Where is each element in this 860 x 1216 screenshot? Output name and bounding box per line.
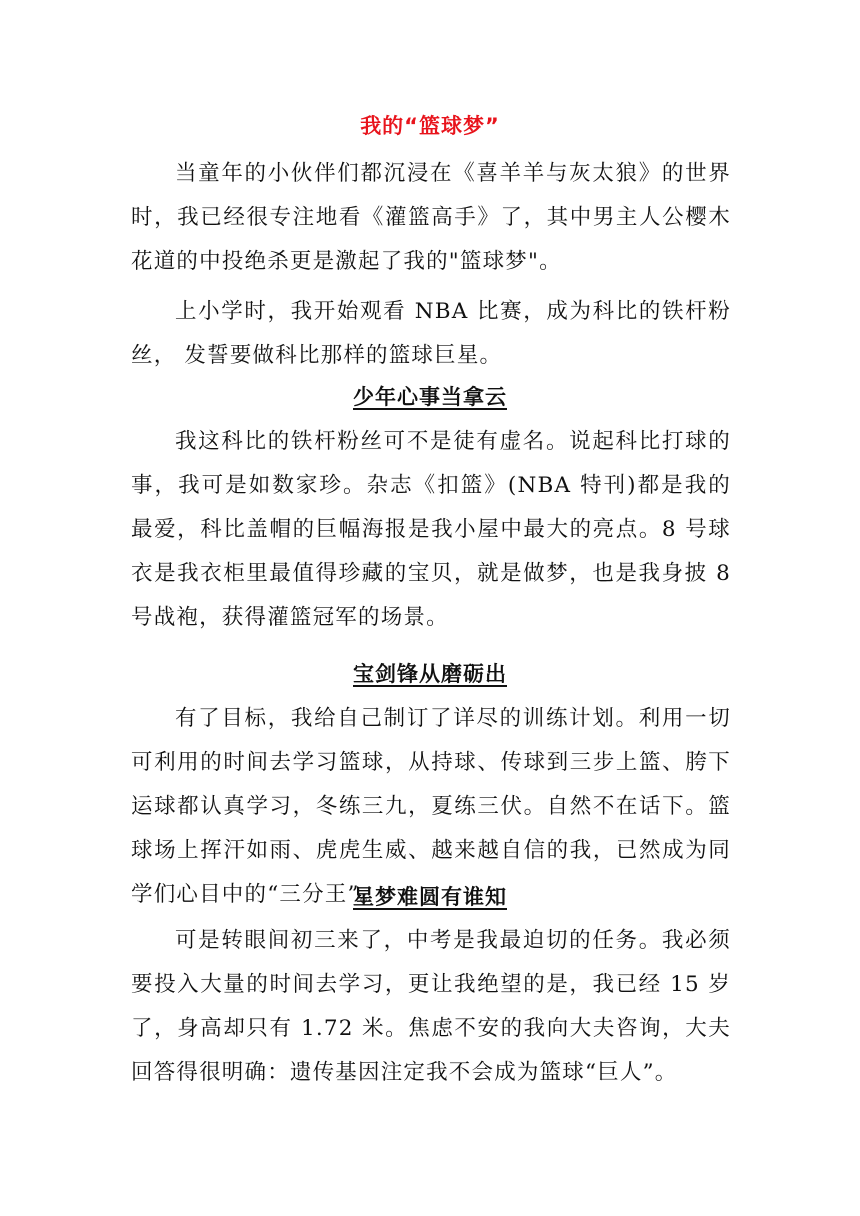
section-heading-2-text: 宝剑锋从磨砺出 <box>353 662 507 686</box>
paragraph-1: 当童年的小伙伴们都沉浸在《喜羊羊与灰太狼》的世界时，我已经很专注地看《灌篮高手》了，其中男主人公樱木花道的中投绝杀更是激起了我的"篮球梦"。 <box>131 161 731 274</box>
paragraph-4: 有了目标，我给自己制订了详尽的训练计划。利用一切可利用的时间去学习篮球，从持球、传球到三步上篮、胯下运球都认真学习，冬练三九，夏练三伏。自然不在话下。篮球场上挥汗如雨、虎虎生威、越来越自信的我，已然成为同学们心目中的“三分王”。 <box>131 706 731 907</box>
section-heading-1-text: 少年心事当拿云 <box>353 385 507 409</box>
paragraph-2: 上小学时，我开始观看 NBA 比赛，成为科比的铁杆粉丝， 发誓要做科比那样的篮球巨星。 <box>131 299 731 368</box>
section-heading-2 <box>0 658 860 688</box>
section-heading-3 <box>0 881 860 911</box>
section-heading-3-text: 星梦难圆有谁知 <box>353 885 507 909</box>
section-heading-1 <box>0 381 860 411</box>
paragraph-3: 我这科比的铁杆粉丝可不是徒有虚名。说起科比打球的事，我可是如数家珍。杂志《扣篮》(NBA 特刊)都是我的最爱，科比盖帽的巨幅海报是我小屋中最大的亮点。8 号球衣是我衣柜里最值得珍藏的宝贝，就是做梦，也是我身披 8 号战袍，获得灌篮冠军的场景。 <box>131 429 731 630</box>
paragraph-5: 可是转眼间初三来了，中考是我最迫切的任务。我必须要投入大量的时间去学习，更让我绝望的是，我已经 15 岁了，身高却只有 1.72 米。焦虑不安的我向大夫咨询，大夫回答得很明确：遗传基因注定我不会成为篮球“巨人”。 <box>131 928 731 1085</box>
document-title: 我的“篮球梦” <box>360 114 500 138</box>
